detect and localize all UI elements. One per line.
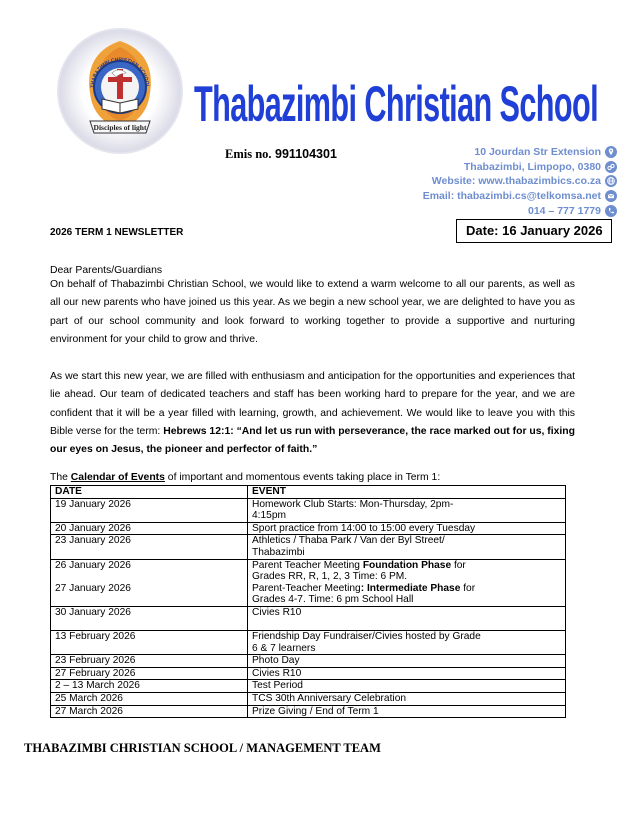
- column-header-event: EVENT: [248, 486, 566, 499]
- newsletter-title: 2026 TERM 1 NEWSLETTER: [50, 227, 184, 238]
- event-description: TCS 30th Anniversary Celebration: [248, 692, 566, 705]
- table-row: [51, 535, 566, 559]
- svg-text:THABAZIMBI CHRISTIAN SCHOOL: THABAZIMBI CHRISTIAN SCHOOL: [89, 56, 151, 88]
- event-description: Parent Teacher Meeting Foundation Phase for Grades RR, R, 1, 2, 3 Time: 6 PM. Parent-Teacher Meeting: Intermediate Phase for Grades 4-7. Time: 6 pm School Hall: [248, 559, 566, 606]
- event-date: 20 January 2026: [51, 522, 248, 535]
- table-row: [51, 498, 566, 522]
- table-row: [51, 630, 566, 654]
- paragraph-intro: As we start this new year, we are filled with enthusiasm and anticipation for the opportunities and experiences that lie ahead. Our team of dedicated teachers and staff has been working hard to prepare for the year, and we are confident that it will be a year filled with learning, growth, and achievement. We would like to leave you with this Bible verse for the term:: [50, 371, 575, 437]
- event-description: Sport practice from 14:00 to 15:00 every Tuesday: [248, 522, 566, 535]
- table-row: [51, 705, 566, 718]
- contact-phone[interactable]: 014 – 777 1779: [357, 203, 617, 218]
- events-table: [50, 485, 566, 718]
- table-row: [51, 692, 566, 705]
- event-description: Test Period: [248, 680, 566, 693]
- event-date: 25 March 2026: [51, 692, 248, 705]
- management-signature: THABAZIMBI CHRISTIAN SCHOOL / MANAGEMENT TEAM: [24, 741, 381, 755]
- bible-verse-paragraph: [50, 368, 575, 459]
- welcome-paragraph: On behalf of Thabazimbi Christian School, we would like to extend a warm welcome to all our parents, as well as all our new parents who have joined us this year. As we begin a new school year, we are delighted to have you as part of our school community and look forward to working together to provide a supportive and nurturing environment for your child to grow and thrive.: [50, 279, 575, 345]
- table-row: [51, 667, 566, 680]
- table-header-row: [51, 486, 566, 499]
- event-description: Photo Day: [248, 655, 566, 668]
- event-date: 26 January 2026 27 January 2026: [51, 559, 248, 606]
- column-header-date: DATE: [51, 486, 248, 499]
- table-row: [51, 655, 566, 668]
- event-date: 23 February 2026: [51, 655, 248, 668]
- emis-label: Emis no.: [225, 147, 272, 161]
- table-row: [51, 559, 566, 606]
- salutation: Dear Parents/Guardians: [50, 265, 163, 276]
- event-date: 13 February 2026: [51, 630, 248, 654]
- emis-number: [225, 147, 337, 162]
- event-description: Friendship Day Fundraiser/Civies hosted by Grade 6 & 7 learners: [248, 630, 566, 654]
- calendar-of-events-link: Calendar of Events: [70, 472, 165, 483]
- event-description: Prize Giving / End of Term 1: [248, 705, 566, 718]
- phone-icon: [605, 205, 617, 217]
- event-date: 2 – 13 March 2026: [51, 680, 248, 693]
- event-date: 30 January 2026: [51, 606, 248, 630]
- event-date: 23 January 2026: [51, 535, 248, 559]
- verse-text: “And let us run with perseverance, the race marked out for us, fixing our eyes on Jesus, the pioneer and perfector of faith.”: [50, 425, 575, 456]
- table-row: [51, 606, 566, 630]
- event-description: Civies R10: [248, 667, 566, 680]
- emis-value: 991104301: [275, 147, 337, 161]
- contact-website[interactable]: Website: www.thabazimbics.co.za: [357, 174, 617, 189]
- calendar-intro: The Calendar of Events of important and momentous events taking place in Term 1:: [50, 472, 441, 483]
- contact-address: 10 Jourdan Str Extension: [357, 145, 617, 160]
- event-date: 27 February 2026: [51, 667, 248, 680]
- link-icon: [605, 161, 617, 173]
- mail-icon: [605, 190, 617, 202]
- contact-block: [357, 145, 617, 218]
- event-date: 27 March 2026: [51, 705, 248, 718]
- svg-text:Disciples of light: Disciples of light: [93, 123, 147, 132]
- event-date: 19 January 2026: [51, 498, 248, 522]
- svg-text:Thabazimbi Christian School: Thabazimbi Christian School: [194, 76, 598, 130]
- event-description: Athletics / Thaba Park / Van der Byl Street/ Thabazimbi: [248, 535, 566, 559]
- globe-icon: [605, 175, 617, 187]
- newsletter-date: Date: 16 January 2026: [456, 219, 612, 243]
- table-row: [51, 522, 566, 535]
- event-description: Homework Club Starts: Mon-Thursday, 2pm- 4:15pm: [248, 498, 566, 522]
- school-name-title: [190, 74, 602, 130]
- school-logo: [56, 27, 184, 155]
- table-row: [51, 680, 566, 693]
- event-description: Civies R10: [248, 606, 566, 630]
- contact-email[interactable]: Email: thabazimbi.cs@telkomsa.net: [357, 189, 617, 204]
- contact-town: Thabazimbi, Limpopo, 0380: [357, 160, 617, 175]
- verse-reference: Hebrews 12:1:: [163, 425, 234, 437]
- location-pin-icon: [605, 146, 617, 158]
